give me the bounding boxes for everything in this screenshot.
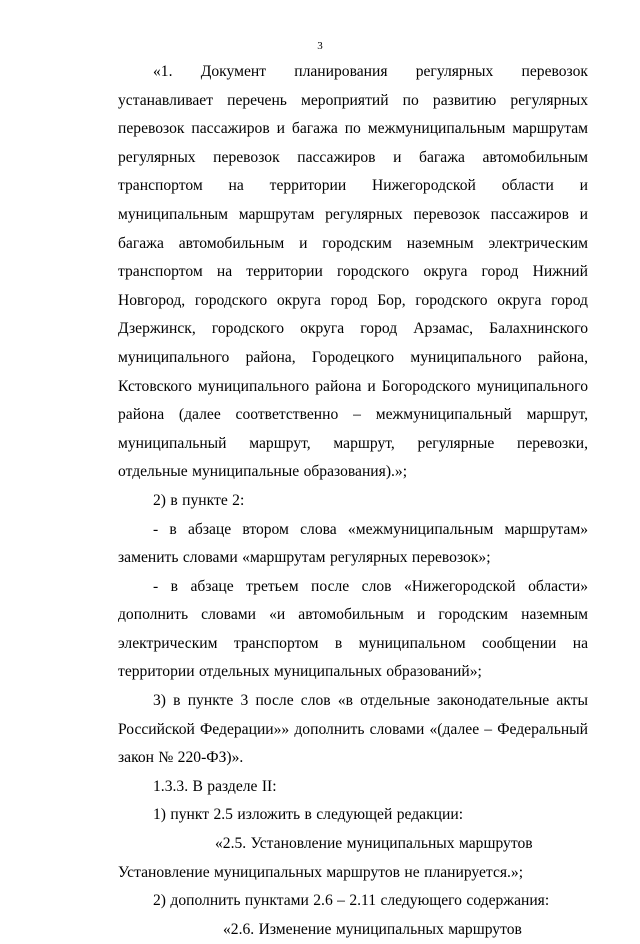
page-number: 3	[317, 40, 323, 52]
paragraph-item-2-5-intro: 1) пункт 2.5 изложить в следующей редакции:	[153, 806, 464, 824]
paragraph-2-5-text: Установление муниципальных маршрутов не планируется.»;	[118, 863, 524, 881]
heading-2-5: «2.5. Установление муниципальных маршрутов	[215, 835, 533, 853]
paragraph-item-1-text: «1. Документ планирования регулярных перевозок устанавливает перечень мероприятий по развитию регулярных перевозок пассажиров и багажа по межмуниципальным маршрутам регулярных перевозок пассажиров и багажа автомобильным транспортом на территории Нижегородской области и муниципальным маршрутам регулярных перевозок пассажиров и багажа автомобильным и городским наземным электрическим транспортом на территории городского округа город Нижний Новгород, городского округа город Бор, городского округа город Дзержинск, городского округа город Арзамас, Балахнинского муниципального района, Городецкого муниципального района, Кстовского муниципального района и Богородского муниципального района (далее соответственно – межмуниципальный маршрут, муниципальный маршрут, маршрут, регулярные перевозки, отдельные муниципальные образования).»;	[118, 63, 588, 481]
paragraph-abzac-3: - в абзаце третьем после слов «Нижегородской области» дополнить словами «и автомобильным и городским наземным электрическим транспортом в муниципальном сообщении на территории отдельных муниципальных образований»;	[118, 577, 588, 681]
document-body	[118, 58, 588, 944]
paragraph-abzac-2: - в абзаце втором слова «межмуниципальным маршрутам» заменить словами «маршрутам регулярных перевозок»;	[118, 520, 588, 567]
paragraph-point-3: 3) в пункте 3 после слов «в отдельные законодательные акты Российской Федерации»» дополнить словами «(далее – Федеральный закон № 220-ФЗ)».	[118, 692, 588, 767]
paragraph-section-2: 1.3.3. В разделе II:	[153, 777, 277, 795]
heading-2-6: «2.6. Изменение муниципальных маршрутов	[223, 920, 522, 938]
paragraph-add-items: 2) дополнить пунктами 2.6 – 2.11 следующего содержания:	[153, 892, 550, 910]
paragraph-point-2: 2) в пункте 2:	[153, 491, 245, 509]
